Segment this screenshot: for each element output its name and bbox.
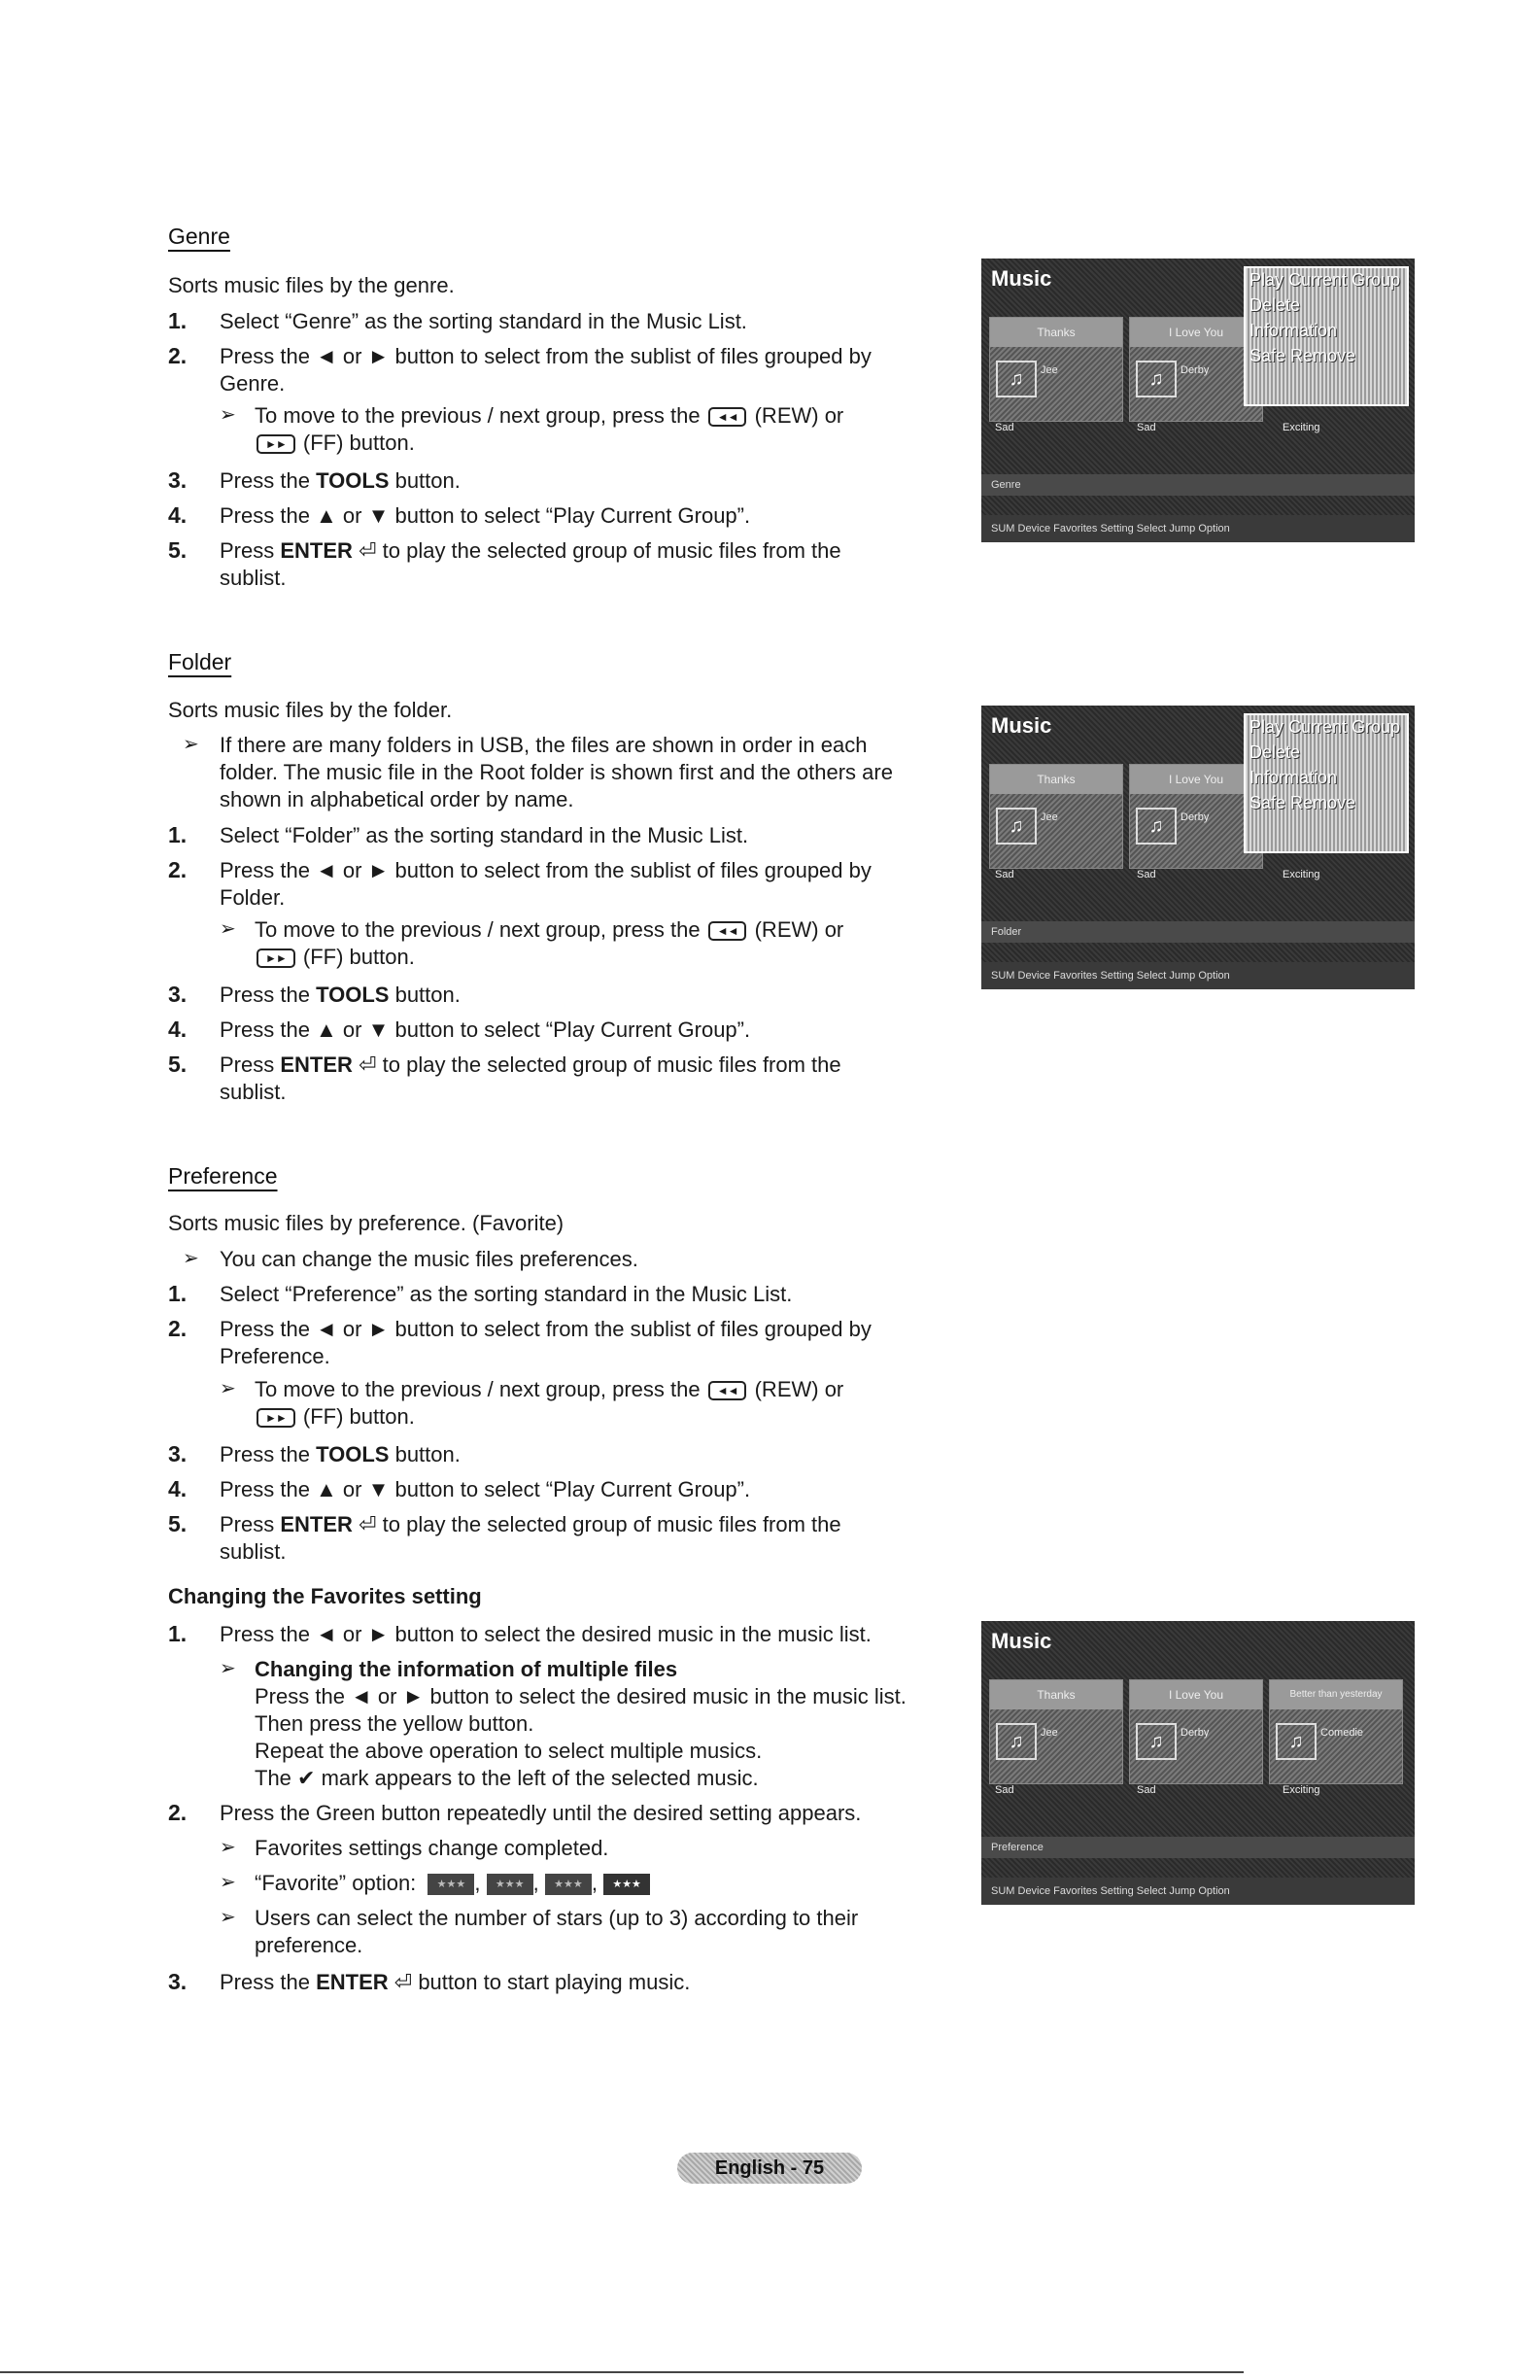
tv-mood-1: Sad — [995, 422, 1014, 433]
preference-step-2-line-2: Preference. — [220, 1344, 330, 1368]
folder-step-5-text-2: to play the selected group of music files from the — [382, 1052, 841, 1077]
folder-intro: Sorts music files by the folder. — [168, 698, 453, 722]
genre-note — [255, 402, 983, 457]
folder-note-marker: ➢ — [183, 734, 199, 755]
favorites-note-2: “Favorite” option: ★★★ , ★★★ , ★★★ , ★★★ — [255, 1870, 983, 1897]
favorites-step-2-number: 2. — [168, 1800, 188, 1825]
favorites-note-1-marker: ➢ — [220, 1837, 236, 1858]
folder-step-3-text-2: button. — [394, 983, 461, 1007]
tv-card-info: Jee — [1041, 1727, 1058, 1739]
favorites-sub-title: Changing the information of multiple files — [255, 1657, 678, 1681]
tv-card-title: I Love You — [1130, 318, 1262, 347]
genre-note-text-1: To move to the previous / next group, press the — [255, 403, 701, 428]
tv-card-title: Thanks — [990, 318, 1122, 347]
genre-step-5-enter: ENTER — [280, 538, 353, 563]
folder-note — [220, 732, 977, 813]
genre-step-5-number: 5. — [168, 537, 188, 563]
favorites-step-3-text-1: Press the — [220, 1970, 310, 1994]
favorites-step-2: Press the Green button repeatedly until the desired setting appears. — [220, 1801, 862, 1825]
preference-note-marker: ➢ — [183, 1248, 199, 1269]
star-rating-1-icon: ★★★ — [487, 1874, 533, 1895]
genre-note-text-3: (FF) button. — [302, 431, 415, 455]
favorites-title: Changing the Favorites setting — [168, 1584, 482, 1608]
genre-step-3-tools: TOOLS — [316, 468, 390, 493]
preference-step-1-number: 1. — [168, 1281, 188, 1306]
folder-step-4-number: 4. — [168, 1017, 188, 1042]
favorites-sub-line-2: Then press the yellow button. — [255, 1711, 534, 1736]
favorites-sub-line-3: Repeat the above operation to select multiple musics. — [255, 1739, 763, 1763]
genre-step-2-line-2: Genre. — [220, 371, 286, 396]
page-number-badge: English - 75 — [677, 2153, 862, 2184]
preference-move-note — [255, 1376, 983, 1431]
preference-step-4-number: 4. — [168, 1476, 188, 1501]
music-note-icon: ♫ — [1136, 1723, 1177, 1760]
rew-button-icon: ◄◄ — [708, 407, 747, 427]
star-rating-3-icon: ★★★ — [603, 1874, 650, 1895]
preference-step-5-enter: ENTER — [280, 1512, 353, 1536]
menu-delete[interactable]: Delete — [1249, 742, 1301, 762]
bottom-divider — [0, 2371, 1244, 2373]
favorites-note-3-line-2: preference. — [255, 1933, 363, 1957]
folder-note-line-1: If there are many folders in USB, the files are shown in order in each — [220, 733, 868, 757]
rew-button-icon: ◄◄ — [708, 921, 747, 941]
preference-step-3-text-1: Press the — [220, 1442, 310, 1466]
tv-title: Music — [991, 1629, 1052, 1653]
music-note-icon: ♫ — [1136, 361, 1177, 397]
tv-card-info: Comedie — [1320, 1727, 1364, 1739]
tv-card-info: Derby — [1181, 811, 1210, 823]
menu-information[interactable]: Information — [1249, 321, 1338, 340]
tv-card-info: Derby — [1181, 1727, 1210, 1739]
folder-step-1: Select “Folder” as the sorting standard in the Music List. — [220, 823, 749, 847]
folder-step-2-number: 2. — [168, 857, 188, 882]
enter-icon: ⏎ — [359, 1512, 377, 1536]
preference-note: You can change the music files preferences. — [220, 1247, 638, 1271]
genre-step-3-number: 3. — [168, 467, 188, 493]
star-rating-2-icon: ★★★ — [545, 1874, 592, 1895]
tv-card-title: I Love You — [1130, 1680, 1262, 1709]
tv-card-info: Derby — [1181, 364, 1210, 376]
tv-screenshot-preference — [981, 1621, 1415, 1905]
preference-step-3-tools: TOOLS — [316, 1442, 390, 1466]
folder-step-5-text-3: sublist. — [220, 1080, 287, 1104]
genre-step-2-number: 2. — [168, 343, 188, 368]
favorite-option-label: “Favorite” option: — [255, 1871, 417, 1895]
preference-step-4: Press the ▲ or ▼ button to select “Play Current Group”. — [220, 1477, 751, 1501]
folder-step-3-text-1: Press the — [220, 983, 310, 1007]
tv-card-1 — [989, 764, 1123, 869]
preference-step-5-text-2: to play the selected group of music files from the — [382, 1512, 841, 1536]
genre-note-marker: ➢ — [220, 404, 236, 426]
favorites-step-1-number: 1. — [168, 1621, 188, 1646]
favorites-note-2-marker: ➢ — [220, 1872, 236, 1893]
tv-card-info: Jee — [1041, 811, 1058, 823]
folder-step-3-tools: TOOLS — [316, 983, 390, 1007]
tv-screenshot-folder — [981, 706, 1415, 989]
tv-card-1 — [989, 1679, 1123, 1784]
tools-menu — [1244, 266, 1409, 406]
genre-step-3-text-1: Press the — [220, 468, 310, 493]
favorites-step-3-enter: ENTER — [316, 1970, 389, 1994]
genre-step-4: Press the ▲ or ▼ button to select “Play Current Group”. — [220, 503, 751, 528]
folder-title: Folder — [168, 649, 232, 674]
menu-delete[interactable]: Delete — [1249, 295, 1301, 315]
genre-step-1: Select “Genre” as the sorting standard in the Music List. — [220, 309, 747, 333]
folder-note-line-2: folder. The music file in the Root folder is shown first and the others are — [220, 760, 893, 784]
music-note-icon: ♫ — [996, 808, 1037, 845]
tv-mood-1: Sad — [995, 869, 1014, 880]
favorites-note-1: Favorites settings change completed. — [255, 1836, 609, 1860]
folder-note-line-3: shown in alphabetical order by name. — [220, 787, 574, 811]
tv-mood-2: Sad — [1137, 422, 1156, 433]
genre-step-3 — [220, 467, 977, 495]
favorites-sub-line-1: Press the ◄ or ► button to select the desired music in the music list. — [255, 1684, 907, 1708]
tv-card-2 — [1129, 1679, 1263, 1784]
favorites-step-3 — [220, 1969, 977, 1996]
enter-icon: ⏎ — [394, 1970, 413, 1994]
folder-move-note — [255, 916, 983, 971]
genre-step-5-text-3: sublist. — [220, 566, 287, 590]
tv-card-title: Thanks — [990, 1680, 1122, 1709]
genre-note-text-2: (REW) or — [754, 403, 844, 428]
favorites-step-3-text-2: button to start playing music. — [418, 1970, 691, 1994]
menu-play-current-group[interactable]: Play Current Group — [1249, 270, 1401, 290]
tv-card-title: Better than yesterday — [1270, 1680, 1402, 1709]
preference-step-5-text-1: Press — [220, 1512, 275, 1536]
tv-card-title: I Love You — [1130, 765, 1262, 794]
tv-card-title: Thanks — [990, 765, 1122, 794]
folder-step-1-number: 1. — [168, 822, 188, 847]
favorites-step-3-number: 3. — [168, 1969, 188, 1994]
folder-step-5 — [220, 1052, 977, 1106]
rew-button-icon: ◄◄ — [708, 1381, 747, 1400]
favorites-sub — [255, 1656, 974, 1792]
favorites-note-3-marker: ➢ — [220, 1907, 236, 1928]
tv-group-bar: Folder — [981, 921, 1415, 943]
preference-move-note-text-1: To move to the previous / next group, press the — [255, 1377, 701, 1401]
folder-step-3 — [220, 982, 977, 1009]
tv-title: Music — [991, 266, 1052, 291]
tv-mood-3: Exciting — [1283, 422, 1320, 433]
preference-title: Preference — [168, 1163, 278, 1189]
preference-step-3 — [220, 1441, 977, 1468]
music-note-icon: ♫ — [996, 361, 1037, 397]
preference-step-5-number: 5. — [168, 1511, 188, 1536]
tv-card-info: Jee — [1041, 364, 1058, 376]
genre-step-1-number: 1. — [168, 308, 188, 333]
favorites-step-1: Press the ◄ or ► button to select the desired music in the music list. — [220, 1622, 872, 1646]
tv-title: Music — [991, 713, 1052, 738]
preference-step-3-number: 3. — [168, 1441, 188, 1466]
genre-step-2 — [220, 343, 977, 397]
folder-move-note-text-2: (REW) or — [754, 917, 844, 942]
preference-move-note-text-3: (FF) button. — [302, 1404, 415, 1429]
music-note-icon: ♫ — [1136, 808, 1177, 845]
genre-step-4-number: 4. — [168, 502, 188, 528]
favorites-note-3 — [255, 1905, 983, 1959]
preference-move-note-text-2: (REW) or — [754, 1377, 844, 1401]
folder-step-5-number: 5. — [168, 1052, 188, 1077]
folder-step-4: Press the ▲ or ▼ button to select “Play Current Group”. — [220, 1018, 751, 1042]
genre-intro: Sorts music files by the genre. — [168, 273, 455, 297]
tools-menu — [1244, 713, 1409, 853]
folder-step-5-text-1: Press — [220, 1052, 275, 1077]
genre-step-5 — [220, 537, 977, 592]
menu-safe-remove[interactable]: Safe Remove — [1249, 346, 1356, 365]
preference-step-5 — [220, 1511, 977, 1566]
menu-information[interactable]: Information — [1249, 768, 1338, 787]
tv-mood-2: Sad — [1137, 869, 1156, 880]
folder-move-note-text-1: To move to the previous / next group, press the — [255, 917, 701, 942]
genre-step-5-text-1: Press — [220, 538, 275, 563]
tv-mood-3: Exciting — [1283, 1784, 1320, 1796]
genre-step-3-text-2: button. — [394, 468, 461, 493]
folder-move-note-marker: ➢ — [220, 918, 236, 940]
tv-footer: SUM Device Favorites Setting Select Jump Option — [981, 515, 1415, 542]
folder-step-2-line-1: Press the ◄ or ► button to select from the sublist of files grouped by — [220, 858, 872, 882]
genre-step-5-text-2: to play the selected group of music files from the — [382, 538, 841, 563]
tv-group-bar: Genre — [981, 474, 1415, 496]
preference-intro: Sorts music files by preference. (Favorite) — [168, 1211, 565, 1235]
preference-step-5-text-3: sublist. — [220, 1539, 287, 1564]
preference-step-3-text-2: button. — [394, 1442, 461, 1466]
folder-step-2 — [220, 857, 977, 912]
folder-step-2-line-2: Folder. — [220, 885, 286, 910]
ff-button-icon: ►► — [257, 1408, 295, 1428]
music-note-icon: ♫ — [1276, 1723, 1317, 1760]
preference-step-2-number: 2. — [168, 1316, 188, 1341]
preference-step-2 — [220, 1316, 977, 1370]
preference-step-1: Select “Preference” as the sorting standard in the Music List. — [220, 1282, 793, 1306]
tv-screenshot-genre — [981, 259, 1415, 542]
folder-move-note-text-3: (FF) button. — [302, 945, 415, 969]
favorites-note-3-line-1: Users can select the number of stars (up to 3) according to their — [255, 1906, 859, 1930]
enter-icon: ⏎ — [359, 1052, 377, 1077]
star-rating-0-icon: ★★★ — [428, 1874, 474, 1895]
preference-move-note-marker: ➢ — [220, 1378, 236, 1399]
tv-mood-2: Sad — [1137, 1784, 1156, 1796]
genre-title: Genre — [168, 224, 230, 249]
genre-step-2-line-1: Press the ◄ or ► button to select from the sublist of files grouped by — [220, 344, 872, 368]
ff-button-icon: ►► — [257, 949, 295, 968]
tv-mood-3: Exciting — [1283, 869, 1320, 880]
menu-play-current-group[interactable]: Play Current Group — [1249, 717, 1401, 737]
menu-safe-remove[interactable]: Safe Remove — [1249, 793, 1356, 812]
favorites-sub-marker: ➢ — [220, 1658, 236, 1679]
favorites-sub-line-4: The ✔ mark appears to the left of the selected music. — [255, 1766, 759, 1790]
music-note-icon: ♫ — [996, 1723, 1037, 1760]
folder-step-3-number: 3. — [168, 982, 188, 1007]
tv-group-bar: Preference — [981, 1837, 1415, 1858]
tv-card-3 — [1269, 1679, 1403, 1784]
tv-mood-1: Sad — [995, 1784, 1014, 1796]
tv-footer: SUM Device Favorites Setting Select Jump Option — [981, 962, 1415, 989]
ff-button-icon: ►► — [257, 434, 295, 454]
tv-card-1 — [989, 317, 1123, 422]
folder-step-5-enter: ENTER — [280, 1052, 353, 1077]
tv-footer: SUM Device Favorites Setting Select Jump Option — [981, 1878, 1415, 1905]
preference-step-2-line-1: Press the ◄ or ► button to select from the sublist of files grouped by — [220, 1317, 872, 1341]
enter-icon: ⏎ — [359, 538, 377, 563]
